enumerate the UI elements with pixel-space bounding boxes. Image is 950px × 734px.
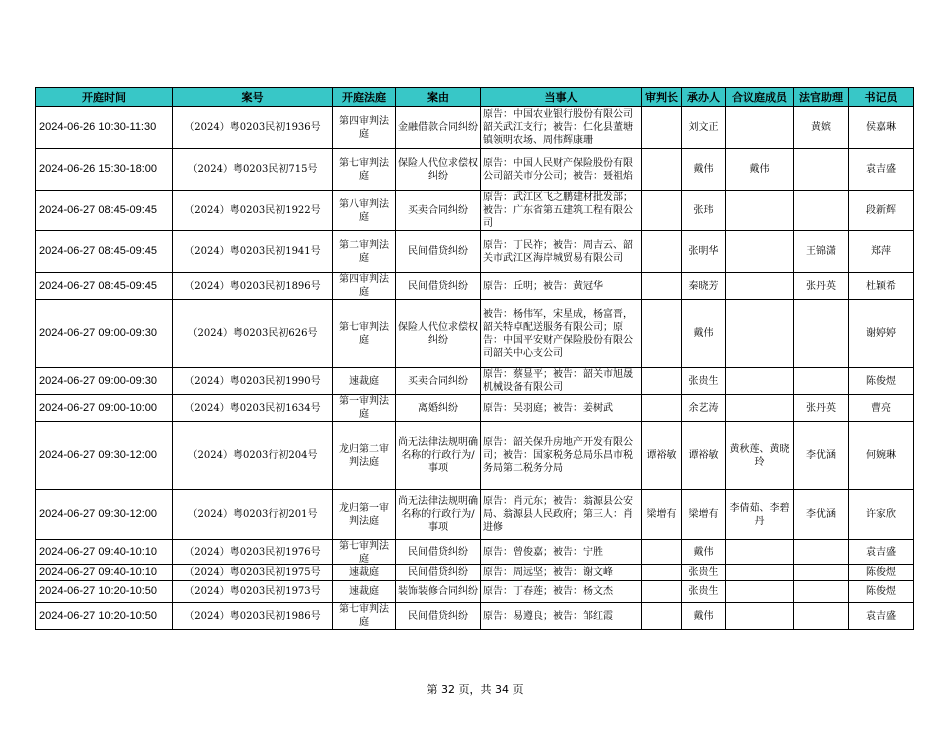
table-row [36,107,914,149]
parties-cell [481,149,642,191]
header-chief-judge: 审判长 [642,88,682,107]
cause-cell [396,273,481,300]
handler-cell [682,422,726,490]
case-number-cell [173,581,333,603]
clerk-cell-text: 何婉琳 [866,450,896,461]
handler-cell-text: 梁增有 [688,509,719,520]
table-row [36,231,914,273]
panel-cell-text: 李倩茹、李碧丹 [729,502,790,527]
chief-judge-cell [642,540,682,565]
handler-cell [682,490,726,540]
assistant-cell-text: 黄嫔 [811,122,831,133]
panel-cell [726,231,794,273]
parties-cell [481,581,642,603]
time-cell [36,191,173,231]
assistant-cell [794,603,849,630]
table-row [36,300,914,368]
clerk-cell-text: 段新辉 [866,205,896,216]
case-number-cell [173,395,333,422]
chief-judge-cell [642,107,682,149]
panel-cell [726,107,794,149]
header-panel: 合议庭成员 [726,88,794,107]
courtroom-cell [333,273,396,300]
cause-cell [396,565,481,581]
clerk-cell [849,273,914,300]
cause-cell-text: 离婚纠纷 [418,402,458,414]
table-row [36,395,914,422]
handler-cell-text: 张贵生 [688,567,719,578]
panel-cell-text: 黄秋莲、黄晓玲 [729,443,790,468]
chief-judge-cell [642,368,682,395]
cause-cell [396,368,481,395]
clerk-cell-text: 陈俊煜 [866,586,896,597]
handler-cell-text: 刘文正 [688,122,719,133]
header-courtroom: 开庭法庭 [333,88,396,107]
header-time: 开庭时间 [36,88,173,107]
parties-cell [481,231,642,273]
panel-cell [726,191,794,231]
parties-cell [481,191,642,231]
case-number-cell [173,191,333,231]
courtroom-cell-text: 第七审判法庭 [339,321,389,346]
handler-cell-text: 张贵生 [688,375,719,387]
case-number-cell [173,490,333,540]
courtroom-cell [333,490,396,540]
assistant-cell [794,540,849,565]
table-row [36,191,914,231]
assistant-cell [794,300,849,368]
clerk-cell-text: 许家欣 [866,509,896,520]
courtroom-cell-text: 第七审判法庭 [339,541,389,564]
assistant-cell [794,368,849,395]
time-cell [36,565,173,581]
time-cell-text: 2024-06-27 08:45-09:45 [39,279,158,292]
case-number-cell [173,565,333,581]
parties-cell-text: 原告：丁民祚；被告：周吉云、韶关市武江区海岸城贸易有限公司 [483,239,633,264]
time-cell [36,395,173,422]
hearing-schedule-table [35,87,914,630]
courtroom-cell [333,368,396,395]
chief-judge-cell [642,395,682,422]
assistant-cell [794,107,849,149]
parties-cell [481,368,642,395]
time-cell-text: 2024-06-26 10:30-11:30 [39,121,157,133]
courtroom-cell-text: 第八审判法庭 [339,198,389,223]
time-cell [36,540,173,565]
time-cell-text: 2024-06-27 09:00-10:00 [39,401,158,414]
assistant-cell-text: 张丹英 [806,280,836,292]
case-number-cell-text: （2024）粤0203民初1941号 [184,246,321,257]
parties-cell-text: 原告：蔡显平；被告：韶关市旭晟机械设备有限公司 [483,369,633,393]
courtroom-cell [333,300,396,368]
clerk-cell-text: 郑萍 [871,246,891,257]
chief-judge-cell [642,581,682,603]
handler-cell [682,149,726,191]
cause-cell [396,231,481,273]
case-number-cell-text: （2024）粤0203民初1973号 [184,586,321,597]
time-cell-text: 2024-06-27 08:45-09:45 [39,204,158,216]
parties-cell-text: 原告：吴羽庭；被告：姜树武 [483,402,613,414]
chief-judge-cell [642,490,682,540]
parties-cell-text: 原告：曾俊嘉；被告：宁胜 [483,546,603,558]
header-clerk: 书记员 [849,88,914,107]
panel-cell [726,273,794,300]
cause-cell [396,490,481,540]
chief-judge-cell [642,231,682,273]
time-cell [36,231,173,273]
case-number-cell-text: （2024）粤0203民初1634号 [184,402,321,414]
parties-cell-text: 原告：丁春莲；被告：杨文杰 [483,586,613,597]
assistant-cell-text: 张丹英 [806,402,836,414]
clerk-cell-text: 侯嘉琳 [866,122,896,133]
case-number-cell [173,149,333,191]
time-cell [36,368,173,395]
time-cell-text: 2024-06-27 09:00-09:30 [39,374,158,387]
parties-cell [481,273,642,300]
header-cause: 案由 [396,88,481,107]
clerk-cell-text: 谢婷婷 [866,328,896,339]
handler-cell [682,540,726,565]
case-number-cell [173,540,333,565]
courtroom-cell-text: 第七审判法庭 [339,157,389,182]
courtroom-cell [333,149,396,191]
handler-cell-text: 戴伟 [693,164,714,175]
courtroom-cell [333,107,396,149]
case-number-cell [173,107,333,149]
courtroom-cell [333,581,396,603]
chief-judge-cell [642,300,682,368]
time-cell-text: 2024-06-27 09:40-10:10 [39,545,158,558]
handler-cell [682,300,726,368]
chief-judge-cell [642,603,682,630]
assistant-cell [794,191,849,231]
courtroom-cell-text: 第四审判法庭 [339,274,389,298]
parties-cell [481,540,642,565]
clerk-cell [849,395,914,422]
courtroom-cell [333,191,396,231]
panel-cell [726,368,794,395]
assistant-cell [794,581,849,603]
case-number-cell-text: （2024）粤0203民初1990号 [184,375,321,387]
case-number-cell-text: （2024）粤0203民初1922号 [184,205,321,216]
handler-cell-text: 戴伟 [693,610,714,622]
parties-cell [481,107,642,149]
cause-cell-text: 民间借贷纠纷 [408,610,468,622]
handler-cell-text: 张明华 [688,246,719,257]
clerk-cell-text: 陈俊煜 [866,567,896,578]
parties-cell-text: 原告：周远坚；被告：谢文峰 [483,567,613,578]
header-assistant: 法官助理 [794,88,849,107]
clerk-cell [849,231,914,273]
table-row [36,273,914,300]
cause-cell-text: 保险人代位求偿权纠纷 [398,321,478,346]
clerk-cell-text: 曹亮 [871,402,891,414]
chief-judge-cell [642,149,682,191]
panel-cell [726,395,794,422]
case-number-cell-text: （2024）粤0203民初1975号 [184,567,321,578]
handler-cell [682,107,726,149]
table-row [36,603,914,630]
cause-cell [396,395,481,422]
courtroom-cell-text: 龙归第二审判法庭 [339,443,389,468]
clerk-cell [849,565,914,581]
table-row [36,490,914,540]
time-cell [36,490,173,540]
parties-cell-text: 原告：韶关保升房地产开发有限公司；被告：国家税务总局乐昌市税务局第二税务分局 [483,437,633,474]
handler-cell-text: 张贵生 [688,586,719,597]
time-cell [36,107,173,149]
cause-cell [396,581,481,603]
chief-judge-cell [642,565,682,581]
courtroom-cell [333,565,396,581]
clerk-cell-text: 陈俊煜 [866,375,896,387]
time-cell-text: 2024-06-27 10:20-10:50 [39,609,158,622]
clerk-cell [849,603,914,630]
parties-cell [481,603,642,630]
table-row [36,540,914,565]
courtroom-cell-text: 第七审判法庭 [339,604,389,628]
parties-cell [481,422,642,490]
table-row [36,565,914,581]
table-row [36,368,914,395]
cause-cell-text: 保险人代位求偿权纠纷 [398,157,478,182]
time-cell-text: 2024-06-27 09:00-09:30 [39,327,158,339]
cause-cell [396,540,481,565]
parties-cell [481,490,642,540]
panel-cell [726,540,794,565]
chief-judge-cell-text: 梁增有 [646,509,677,520]
parties-cell [481,300,642,368]
clerk-cell [849,149,914,191]
parties-cell-text: 被告：杨伟军，宋星成，杨富晋，韶关特卓配送服务有限公司；原告：中国平安财产保险股份有限公司韶关中心支公司 [483,308,633,359]
panel-cell [726,422,794,490]
courtroom-cell-text: 速裁庭 [349,586,379,597]
cause-cell-text: 尚无法律法规明确名称的行政行为/事项 [398,437,478,474]
case-number-cell-text: （2024）粤0203民初1986号 [184,610,321,622]
panel-cell [726,300,794,368]
table-row [36,581,914,603]
cause-cell [396,603,481,630]
cause-cell-text: 金融借款合同纠纷 [398,122,478,133]
assistant-cell [794,565,849,581]
assistant-cell-text: 李优涵 [806,509,836,520]
courtroom-cell-text: 速裁庭 [349,567,379,578]
courtroom-cell [333,603,396,630]
handler-cell-text: 余艺涛 [688,402,719,414]
clerk-cell [849,368,914,395]
assistant-cell [794,231,849,273]
parties-cell-text: 原告：丘明；被告：黄冠华 [483,280,603,292]
clerk-cell [849,422,914,490]
courtroom-cell-text: 速裁庭 [349,375,379,387]
panel-cell [726,603,794,630]
time-cell-text: 2024-06-27 09:40-10:10 [39,566,158,578]
cause-cell-text: 尚无法律法规明确名称的行政行为/事项 [398,496,478,533]
courtroom-cell-text: 龙归第一审判法庭 [339,502,389,527]
handler-cell [682,565,726,581]
case-number-cell [173,231,333,273]
table-row [36,149,914,191]
cause-cell [396,422,481,490]
panel-cell [726,490,794,540]
courtroom-cell [333,395,396,422]
time-cell [36,581,173,603]
clerk-cell-text: 袁吉盛 [866,164,896,175]
case-number-cell [173,273,333,300]
clerk-cell [849,490,914,540]
cause-cell [396,149,481,191]
assistant-cell [794,490,849,540]
courtroom-cell-text: 第二审判法庭 [339,239,389,264]
handler-cell [682,581,726,603]
handler-cell-text: 秦晓芳 [688,280,719,292]
cause-cell-text: 民间借贷纠纷 [408,246,468,257]
parties-cell-text: 原告：中国人民财产保险股份有限公司韶关市分公司；被告：聂祖焰 [483,157,633,182]
cause-cell-text: 买卖合同纠纷 [408,375,468,387]
handler-cell [682,191,726,231]
chief-judge-cell [642,273,682,300]
parties-cell [481,395,642,422]
parties-cell-text: 原告：中国农业银行股份有限公司韶关武江支行；被告：仁化县董塘镇领明农场、周伟辉康珊 [483,109,633,146]
header-parties: 当事人 [481,88,642,107]
time-cell [36,422,173,490]
parties-cell [481,565,642,581]
panel-cell [726,565,794,581]
time-cell-text: 2024-06-27 09:30-12:00 [39,508,158,520]
clerk-cell [849,107,914,149]
case-number-cell-text: （2024）粤0203民初1896号 [184,280,321,292]
case-number-cell [173,422,333,490]
handler-cell-text: 张玮 [693,205,714,216]
time-cell [36,149,173,191]
case-number-cell-text: （2024）粤0203民初1976号 [184,546,321,558]
chief-judge-cell [642,422,682,490]
header-case-number: 案号 [173,88,333,107]
handler-cell [682,231,726,273]
case-number-cell-text: （2024）粤0203民初715号 [187,164,318,175]
handler-cell-text: 戴伟 [693,546,714,558]
case-number-cell [173,300,333,368]
clerk-cell [849,581,914,603]
cause-cell-text: 装饰装修合同纠纷 [398,586,478,597]
clerk-cell-text: 袁吉盛 [866,546,896,558]
case-number-cell [173,603,333,630]
chief-judge-cell [642,191,682,231]
cause-cell-text: 买卖合同纠纷 [408,205,468,216]
assistant-cell [794,273,849,300]
header-handler: 承办人 [682,88,726,107]
parties-cell-text: 原告：武江区飞之鹏建材批发部；被告：广东省第五建筑工程有限公司 [483,192,633,229]
chief-judge-cell-text: 谭裕敏 [646,450,677,461]
panel-cell-text: 戴伟 [749,164,770,175]
handler-cell [682,368,726,395]
handler-cell [682,273,726,300]
assistant-cell [794,422,849,490]
case-number-cell-text: （2024）粤0203行初204号 [187,450,318,461]
parties-cell-text: 原告：肖元东；被告：翁源县公安局、翁源县人民政府；第三人：肖进修 [483,496,633,533]
cause-cell-text: 民间借贷纠纷 [408,567,468,578]
clerk-cell [849,300,914,368]
courtroom-cell [333,422,396,490]
time-cell-text: 2024-06-26 15:30-18:00 [39,163,158,175]
clerk-cell-text: 杜颖希 [866,280,896,292]
page-footer: 第 32 页，共 34 页 [426,683,524,696]
time-cell-text: 2024-06-27 10:20-10:50 [39,585,158,597]
assistant-cell [794,149,849,191]
cause-cell [396,300,481,368]
case-number-cell-text: （2024）粤0203行初201号 [187,509,318,520]
assistant-cell-text: 王锦潇 [806,246,836,257]
courtroom-cell [333,231,396,273]
handler-cell [682,603,726,630]
parties-cell-text: 原告：易遵良；被告：邹红霞 [483,610,613,622]
time-cell [36,603,173,630]
time-cell [36,273,173,300]
panel-cell [726,581,794,603]
courtroom-cell [333,540,396,565]
assistant-cell [794,395,849,422]
case-number-cell [173,368,333,395]
header-row [36,88,914,107]
cause-cell-text: 民间借贷纠纷 [408,546,468,558]
time-cell [36,300,173,368]
courtroom-cell-text: 第一审判法庭 [339,396,389,420]
time-cell-text: 2024-06-27 09:30-12:00 [39,449,158,461]
handler-cell-text: 谭裕敏 [688,450,719,461]
panel-cell [726,149,794,191]
time-cell-text: 2024-06-27 08:45-09:45 [39,245,158,257]
case-number-cell-text: （2024）粤0203民初1936号 [184,122,321,133]
case-number-cell-text: （2024）粤0203民初626号 [187,328,318,339]
clerk-cell [849,540,914,565]
courtroom-cell-text: 第四审判法庭 [339,115,389,140]
cause-cell [396,191,481,231]
handler-cell [682,395,726,422]
cause-cell [396,107,481,149]
handler-cell-text: 戴伟 [693,328,714,339]
assistant-cell-text: 李优涵 [806,450,836,461]
table-row [36,422,914,490]
cause-cell-text: 民间借贷纠纷 [408,280,468,292]
clerk-cell-text: 袁吉盛 [866,610,896,622]
clerk-cell [849,191,914,231]
